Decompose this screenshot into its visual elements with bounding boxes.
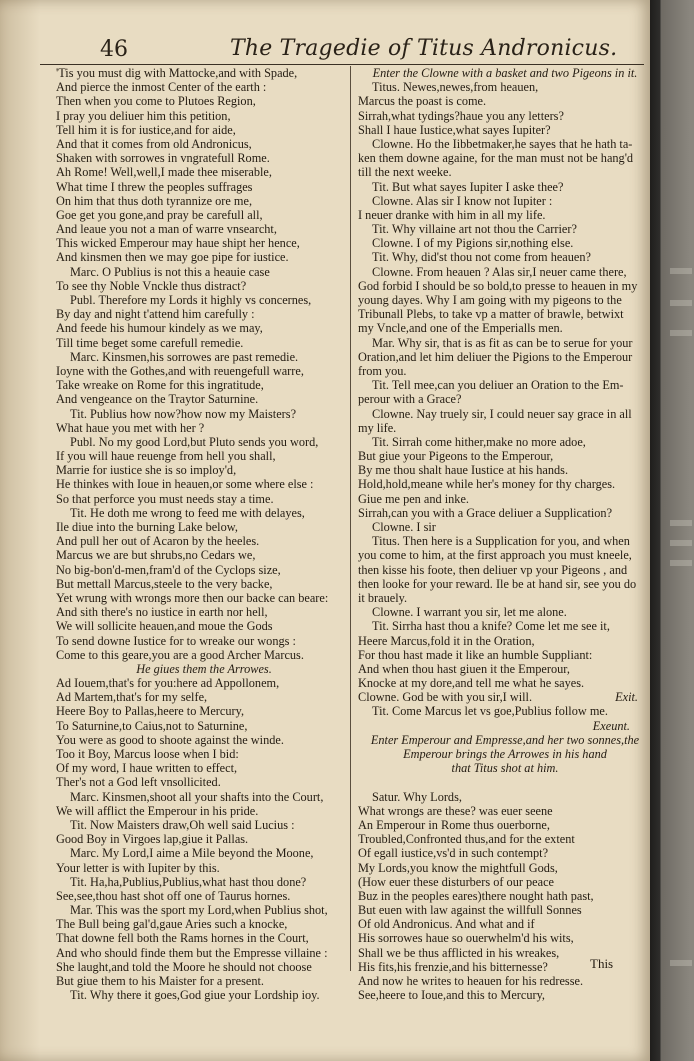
text-line: And feede his humour kindely as we may, [56,321,263,336]
text-line: 'Tis you must dig with Mattocke,and with Spade, [56,66,298,80]
text-line: Publ. Therefore my Lords it highly vs concernes, [70,293,312,307]
text-line: What time I threw the peoples suffrages [56,179,253,194]
text-line: Tit. But what sayes Iupiter I aske thee? [372,179,564,194]
text-line: Too it Boy, Marcus loose when I bid: [56,747,239,761]
text-line: Tit. Why there it goes,God giue your Lordship ioy. [70,988,320,1003]
text-line: See,heere to Ioue,and this to Mercury, [358,988,546,1003]
text-line: Till time beget some carefull remedie. [56,335,244,350]
text-line: Exeunt. [592,718,630,733]
text-line: Tit. He doth me wrong to feed me with delayes, [70,505,305,520]
text-line: my life. [358,420,397,435]
text-line: No big-bon'd-men,fram'd of the Cyclops size, [56,562,281,577]
text-line: For thou hast made it like an humble Suppliant: [358,647,593,662]
text-line: That downe fell both the Rams hornes in the Court, [56,931,309,946]
text-line: Marrie for iustice she is so imploy'd, [56,463,237,478]
ghost-mark [670,560,692,566]
text-line: And when thou hast giuen it the Emperour, [358,661,570,676]
text-line: Ther's not a God left vnsollicited. [56,775,221,790]
text-line: Tribunall Plebs, to take vp a matter of brawle, betwixt [358,307,624,322]
text-line: You were as good to shoote against the winde. [56,732,284,747]
text-line: (How euer these disturbers of our peace [358,874,554,889]
text-line: Marcus the poast is come. [358,94,487,109]
text-line: my Vncle,and one of the Emperialls men. [358,321,563,336]
text-line: Tit. Come Marcus let vs goe,Publius follow me. [372,704,608,719]
text-line: Clowne. I sir [372,520,436,534]
text-line [358,775,650,789]
text-line: Tit. Sirrah come hither,make no more adoe, [372,434,586,449]
text-line: Of old Andronicus. And what and if [358,917,535,932]
text-line: Marcus we are but shrubs,no Cedars we, [56,548,256,563]
text-line: young dayes. Why I am going with my pigeons to the [358,293,622,307]
text-line: If you will haue reuenge from hell you shall, [56,449,276,464]
text-line: On him that thus doth tyrannize ore me, [56,193,253,208]
text-line: What haue you met with her ? [56,420,205,435]
text-line: But giue them to his Maister for a present. [56,974,264,988]
text-line: And pierce the inmost Center of the earth : [56,80,267,95]
text-line: My Lords,you know the mightfull Gods, [358,860,558,875]
text-line: then looke for your reward. Ile be at hand sir, see you do [358,576,637,591]
text-line: Clowne. I warrant you sir, let me alone. [372,605,567,620]
text-line: Tit. Tell mee,can you deliuer an Oration to the Em- [372,378,624,393]
right-column [358,66,650,1002]
text-line: Heere Marcus,fold it in the Oration, [358,633,535,648]
text-line: till the next weeke. [358,165,452,180]
text-line: Of my word, I haue written to effect, [56,761,238,776]
text-line: Your letter is with Iupiter by this. [56,860,220,875]
text-line: Clowne. Alas sir I know not Iupiter : [372,193,553,208]
text-line: Publ. No my good Lord,but Pluto sends you word, [70,434,319,449]
text-line: Shaken with sorrowes in vngratefull Rome. [56,151,270,166]
text-line: But giue your Pigeons to the Emperour, [358,449,554,464]
text-line: So that perforce you must needs stay a time. [56,491,274,506]
text-line: And vengeance on the Traytor Saturnine. [56,392,259,407]
text-line: Sirrah,can you with a Grace deliuer a Supplication? [358,505,613,520]
text-line: To see thy Noble Vnckle thus distract? [56,278,247,293]
left-column [56,66,352,1002]
text-line: Marc. O Publius is not this a heauie case [70,264,270,279]
text-line: it brauely. [358,590,408,605]
text-line: then kisse his foote, then deliuer vp your Pigeons , and [358,562,628,577]
text-line: Enter the Clowne with a basket and two Pigeons in it. [372,66,638,80]
text-line: The Bull being gal'd,gaue Aries such a knocke, [56,917,288,932]
text-line: We will afflict the Emperour in his pride. [56,803,259,818]
text-line [358,690,650,704]
text-line: Titus. Then here is a Supplication for you, and when [372,534,630,549]
text-line: He thinkes with Ioue in heauen,or some where else : [56,477,314,492]
text-line: Tit. Ha,ha,Publius,Publius,what hast thou done? [70,874,307,889]
text-line: Buz in the peoples eares)there nought hath past, [358,888,594,903]
text-line: Sirrah,what tydings?haue you any letters? [358,108,564,123]
text-line: What wrongs are these? was euer seene [358,803,553,818]
text-line: Clowne. Nay truely sir, I could neuer say grace in all [372,406,632,421]
text-line: Of egall iustice,vs'd in such contempt? [358,846,549,861]
text-line: Emperour brings the Arrowes in his hand [403,747,607,761]
text-line: Tit. Why villaine art not thou the Carrier? [372,222,577,237]
text-line: Troubled,Confronted thus,and for the extent [358,832,575,847]
text-line: Mar. This was the sport my Lord,when Publius shot, [70,903,328,918]
text-line: To Saturnine,to Caius,not to Saturnine, [56,718,248,733]
text-line: Ioyne with the Gothes,and with reuengefull warre, [56,363,304,378]
text-line: And that it comes from old Andronicus, [56,136,252,151]
text-line: Hold,hold,meane while her's money for thy charges. [358,477,616,492]
text-line: Heere Boy to Pallas,heere to Mercury, [56,704,245,719]
ghost-mark [670,300,692,306]
text-line: Ad Iouem,that's for you:here ad Appollonem, [56,676,280,691]
text-line: By me thou shalt haue Iustice at his hands. [358,463,569,478]
text-line: Tit. Sirrha hast thou a knife? Come let me see it, [372,619,610,634]
text-line: perour with a Grace? [358,392,462,407]
text-line: We will sollicite heauen,and moue the Gods [56,619,273,634]
ghost-mark [670,540,692,546]
text-line: Oration,and let him deliuer the Pigions to the Emperour [358,349,633,364]
ghost-mark [670,960,692,966]
ghost-mark [670,520,692,526]
text-line: I neuer dranke with him in all my life. [358,207,546,222]
text-line: Clowne. Ho the Iibbetmaker,he sayes that he hath ta- [372,136,633,151]
text-line: Tit. Why, did'st thou not come from heauen? [372,250,591,265]
text-line: Giue me pen and inke. [358,491,469,506]
text-line: Shall we be thus afflicted in his wreakes, [358,945,560,960]
text-line: Enter Emperour and Empresse,and her two sonnes,the [370,732,640,747]
text-line: Clowne. I of my Pigions sir,nothing else. [372,236,574,251]
text-line: His sorrowes haue so ouerwhelm'd his wits, [358,931,574,946]
text-line: And who should finde them but the Empresse villaine : [56,945,328,960]
text-line: Satur. Why Lords, [372,789,462,804]
text-line: ken them downe againe, for the man must not be hang'd [358,151,634,166]
text-line: Yet wrung with wrongs more then our backe can beare: [56,590,329,605]
text-line: To send downe Iustice for to wreake our wongs : [56,633,296,648]
text-line: But euen with law against the willfull Sonnes [358,903,582,918]
stage-direction: Exit. [615,690,638,705]
text-line: Goe get you gone,and pray be carefull all, [56,207,263,222]
adjacent-page-edge [650,0,694,1061]
text-line: I pray you deliuer him this petition, [56,108,231,123]
text-line: But mettall Marcus,steele to the very backe, [56,576,273,591]
text-line: Good Boy in Virgoes lap,giue it Pallas. [56,832,249,847]
text-line: By day and night t'attend him carefully : [56,307,255,322]
text-line: from you. [358,363,407,378]
text-line: Clowne. From heauen ? Alas sir,I neuer came there, [372,264,627,279]
text-line: Marc. My Lord,I aime a Mile beyond the Moone, [70,846,314,861]
text-line: Ad Martem,that's for my selfe, [56,690,208,705]
text-line: His fits,his frenzie,and his bitternesse? [358,959,548,974]
text-line: Tit. Publius how now?how now my Maisters? [70,406,297,421]
text-line: And kinsmen then we may goe pipe for iustice. [56,250,289,265]
line-text: Clowne. God be with you sir,I will. [358,690,533,705]
text-line: See,see,thou hast shot off one of Taurus hornes. [56,888,291,903]
text-line: Tell him it is for iustice,and for aide, [56,122,236,137]
ghost-mark [670,330,692,336]
text-line: Marc. Kinsmen,shoot all your shafts into the Court, [70,789,324,804]
text-line: Ah Rome! Well,well,I made thee miserable, [56,165,272,180]
text-line: Take wreake on Rome for this ingratitude, [56,378,264,393]
text-line: Then when you come to Plutoes Region, [56,94,256,109]
text-line: This wicked Emperour may haue shipt her hence, [56,236,300,251]
catchword: This [590,956,614,971]
text-line: And leaue you not a man of warre vnsearcht, [56,222,277,237]
header-rule [40,64,644,65]
text-line: And now he writes to heauen for his redresse. [358,974,584,988]
text-line: Mar. Why sir, that is as fit as can be to serue for your [372,335,633,350]
text-line: Marc. Kinsmen,his sorrowes are past remedie. [70,349,299,364]
text-line: An Emperour in Rome thus ouerborne, [358,817,550,832]
text-line: Ile diue into the burning Lake below, [56,520,238,534]
text-line: Shall I haue Iustice,what sayes Iupiter? [358,122,551,137]
text-line: And sith there's no iustice in earth nor hell, [56,605,268,620]
text-line: Tit. Now Maisters draw,Oh well said Lucius : [70,817,295,832]
page-number: 46 [100,37,128,62]
text-line: And pull her out of Acaron by the heeles. [56,534,260,549]
text-line: Knocke at my dore,and tell me what he sayes. [358,676,585,691]
text-line: She laught,and told the Moore he should not choose [56,959,312,974]
text-line: He giues them the Arrowes. [136,661,272,676]
text-line: you come to him, at the first approach you must kneele, [358,548,632,563]
text-line: Titus. Newes,newes,from heauen, [372,80,539,95]
text-line: God forbid I should be so bold,to presse to heauen in my [358,278,638,293]
column-divider [350,66,351,971]
text-line: Come to this geare,you are a good Archer Marcus. [56,647,304,662]
running-head: The Tragedie of Titus Andronicus. [230,36,618,61]
text-line: that Titus shot at him. [451,761,559,776]
ghost-mark [670,268,692,274]
